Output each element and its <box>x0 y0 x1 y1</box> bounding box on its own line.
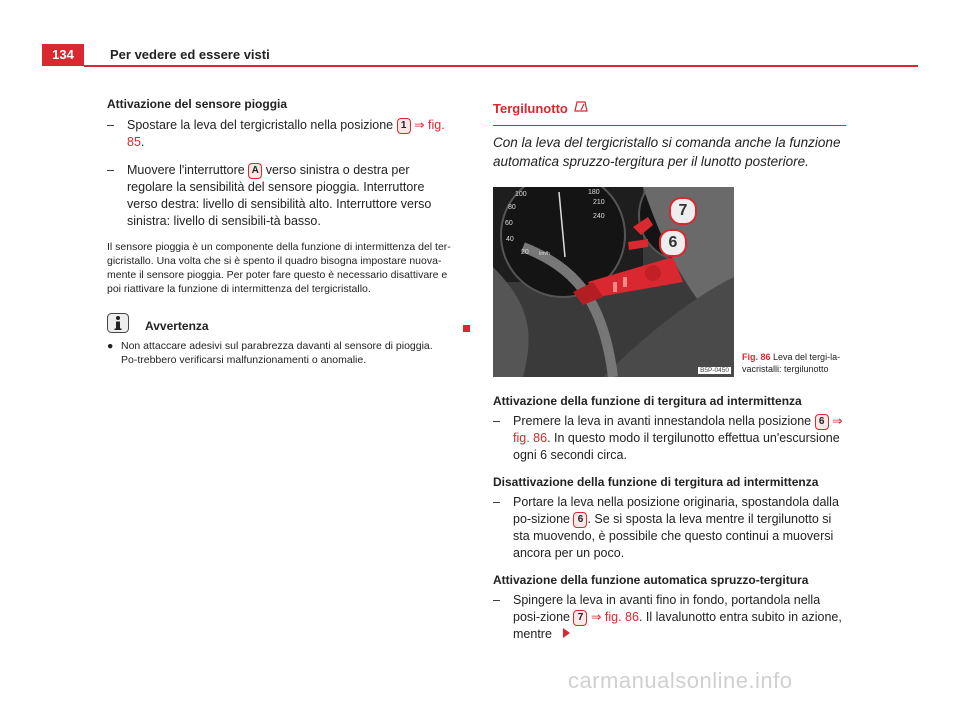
step-text: Muovere l'interruttore <box>127 163 245 177</box>
switch-badge: A <box>248 163 262 179</box>
step-text: . In questo modo il tergilunotto effettua un'escursione ogni 6 secondi circa. <box>513 431 840 462</box>
position-badge: 6 <box>815 414 829 430</box>
rain-sensor-heading: Attivazione del sensore pioggia <box>107 97 288 111</box>
auto-wash-text <box>513 592 846 643</box>
section-title: Tergilunotto <box>493 100 568 116</box>
dash: – <box>493 414 500 428</box>
auto-wash-step <box>493 592 846 643</box>
dash: – <box>107 163 114 177</box>
step-text: . Il lavalunotto entra subito in azione, mentre <box>513 610 842 641</box>
step-text: verso sinistra o destra per regolare la sensibilità del sensore pioggia. Interruttore verso destra: livello di sensibilità alto. Interruttore verso sinistra: livello di sensibili-tà basso. <box>127 163 432 228</box>
rear-wiper-icon <box>574 99 588 117</box>
speedo-label: 180 <box>588 189 600 196</box>
left-column <box>107 97 457 367</box>
header-rule <box>84 65 918 67</box>
warning-item <box>107 339 457 367</box>
speedo-label: 40 <box>506 236 514 243</box>
position-badge: 7 <box>573 610 587 626</box>
rain-step-2-text <box>127 162 457 230</box>
intermittent-on-text <box>513 413 846 464</box>
rain-step-2 <box>107 162 457 230</box>
intermittent-off-text <box>513 494 846 562</box>
step-text: Spingere la leva in avanti fino in fondo, portandola nella posi-zione <box>513 593 821 624</box>
position-marker-6: 6 <box>659 229 687 257</box>
intermittent-off-heading: Disattivazione della funzione di tergitura ad intermittenza <box>493 475 819 489</box>
auto-wash-heading: Attivazione della funzione automatica spruzzo-tergitura <box>493 573 809 587</box>
fig-link[interactable]: ⇒ fig. 86 <box>513 414 843 445</box>
step-text: Spostare la leva del tergicristallo nella posizione <box>127 118 394 132</box>
bullet: ● <box>107 340 114 352</box>
page-number: 134 <box>42 44 84 66</box>
position-badge: 6 <box>573 512 587 528</box>
section-intro: Con la leva del tergicristallo si comanda anche la funzione automatica spruzzo-tergitura per il lunotto posteriore. <box>493 135 841 169</box>
dash: – <box>493 495 500 509</box>
intermittent-on-step <box>493 413 846 464</box>
rain-step-1-text <box>127 117 457 151</box>
speedo-label: 240 <box>593 213 605 220</box>
speedo-label: 60 <box>505 220 513 227</box>
step-text: . <box>140 135 145 149</box>
step-text: . Se si sposta la leva mentre il tergilunotto si sta muovendo, è possibile che questo continui a muoversi ancora per un poco. <box>513 512 834 560</box>
intermittent-off-step <box>493 494 846 562</box>
header-title: Per vedere ed essere visti <box>110 47 270 62</box>
watermark: carmanualsonline.info <box>568 668 793 693</box>
fig-link[interactable]: ⇒ fig. 85 <box>127 118 445 149</box>
figure-caption <box>742 351 842 375</box>
figure-code: B5P-0450 <box>700 367 729 374</box>
info-icon <box>107 313 129 333</box>
step-text: Portare la leva nella posizione originaria, spostandola dalla po-sizione <box>513 495 839 526</box>
speedo-label: 80 <box>508 204 516 211</box>
speedo-label: 20 <box>521 249 529 256</box>
rain-step-1 <box>107 117 457 151</box>
dash: – <box>493 593 500 607</box>
end-of-section-marker <box>463 325 470 332</box>
speedo-unit: km/h <box>539 251 550 257</box>
continue-arrow-icon <box>563 628 570 638</box>
right-column <box>493 99 846 643</box>
rain-note-paragraph: Il sensore pioggia è un componente della funzione di intermittenza del ter-gicristallo. Una volta che si è spento il quadro bisogna impostare nuova-mente il sensore pioggia. Per poter fare questo è necessario disattivare e poi riattivare la funzione di intermittenza del tergicristallo. <box>107 241 451 295</box>
intermittent-on-heading: Attivazione della funzione di tergitura ad intermittenza <box>493 394 802 408</box>
warning-text: Non attaccare adesivi sul parabrezza davanti al sensore di pioggia. Po-trebbero verificarsi malfunzionamenti o anomalie. <box>121 340 433 366</box>
position-marker-7: 7 <box>669 197 697 225</box>
position-badge: 1 <box>397 118 411 134</box>
figure-caption-text: Leva del tergi-la-vacristalli: tergilunotto <box>742 352 841 374</box>
figure-image <box>493 187 734 377</box>
speedo-label: 210 <box>593 199 605 206</box>
figure-86 <box>493 187 846 377</box>
dash: – <box>107 118 114 132</box>
warning-box <box>107 313 457 367</box>
step-text: Premere la leva in avanti innestandola nella posizione <box>513 414 812 428</box>
speedo-label: 100 <box>515 191 527 198</box>
fig-link[interactable]: ⇒ fig. 86 <box>590 610 639 624</box>
title-rule <box>493 125 846 126</box>
warning-title: Avvertenza <box>145 319 209 333</box>
figure-label: Fig. 86 <box>742 352 771 362</box>
